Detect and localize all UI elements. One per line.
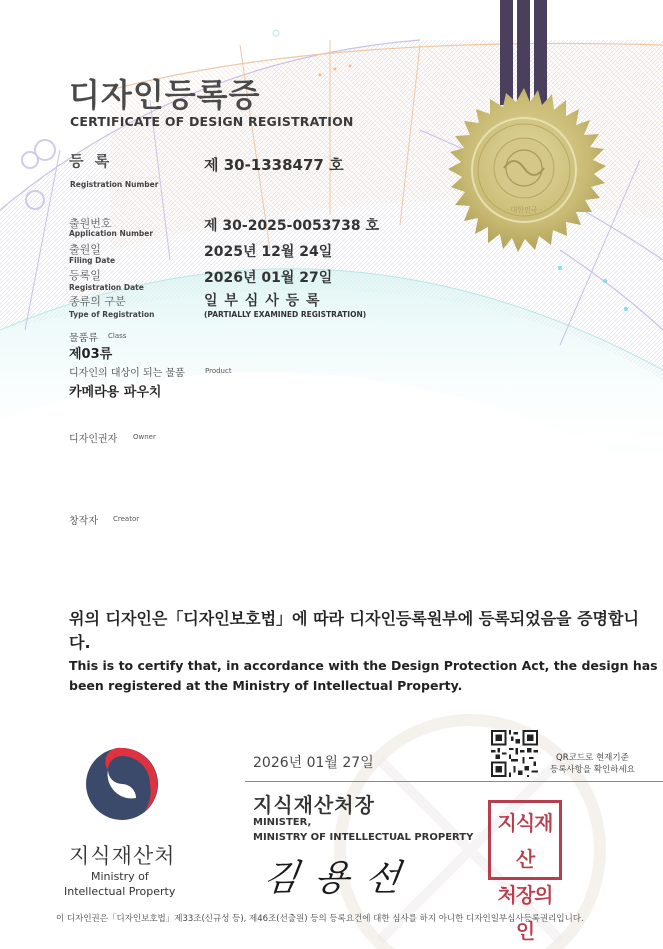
owner-label-en: Owner [133,433,156,441]
ministry-name-en-line2: Intellectual Property [64,885,176,898]
product-label-en: Product [205,367,232,375]
document-title-en: CERTIFICATE OF DESIGN REGISTRATION [70,114,354,129]
application-number-label-en: Application Number [69,229,154,238]
product-label-ko: 디자인의 대상이 되는 물품 [69,368,185,379]
document-title-ko: 디자인등록증 [69,76,261,114]
gold-seal-icon [442,88,606,252]
owner-label-ko: 디자인권자 [69,434,118,445]
qr-code-icon[interactable] [491,730,538,777]
stamp-line1: 지식재산 [497,811,553,871]
creator-label-en: Creator [113,515,140,523]
product-value: 카메라용 파우치 [69,385,162,400]
minister-title-en-line2: MINISTRY OF INTELLECTUAL PROPERTY [253,832,474,843]
registration-date-label-ko: 등록일 [69,269,101,282]
registration-type-value-en: (PARTIALLY EXAMINED REGISTRATION) [204,310,367,319]
ministry-name-en-line1: Ministry of [91,870,149,883]
class-label-ko: 물품류 [69,333,98,344]
registration-number-label-ko: 등 록 [69,152,113,170]
minister-title-en-line1: MINISTER, [253,817,312,828]
class-label-en: Class [108,332,127,340]
qr-note-line1: QR코드로 현재기준 [556,753,629,763]
registration-date-value: 2026년 01월 27일 [204,270,333,286]
class-value: 제03류 [69,347,113,362]
filing-date-value: 2025년 12월 24일 [204,244,333,260]
creator-label-ko: 창작자 [69,516,98,527]
signature-divider [245,781,663,782]
registration-type-value: 일 부 심 사 등 록 [204,293,321,309]
minister-signature: 김용선 [260,858,419,899]
minister-title-ko: 지식재산처장 [253,793,375,817]
registration-number-label-en: Registration Number [70,180,159,189]
registration-type-label-en: Type of Registration [69,310,155,319]
qr-note-line2: 등록사항을 확인하세요 [550,765,635,775]
official-stamp [488,800,562,943]
footer-legal-note: 이 디자인권은「디자인보호법」제33조(신규성 등), 제46조(선출원) 등의 등록요건에 대한 심사를 하지 아니한 디자인일부심사등록권리입니다. [56,914,584,924]
stamp-line2: 처장의인 [497,883,553,943]
registration-type-label-ko: 종류의 구분 [69,295,126,308]
filing-date-label-en: Filing Date [69,256,116,265]
svg-text:· 대한민국 ·: · 대한민국 · [506,206,542,214]
registration-date-label-en: Registration Date [69,283,144,292]
issue-date: 2026년 01월 27일 [253,755,374,771]
filing-date-label-ko: 출원일 [69,243,101,256]
qr-code-note [550,752,635,776]
registration-number-value: 제 30-1338477 호 [204,156,344,174]
certification-statement-en: This is to certify that, in accordance with the Design Protection Act, the design has been registered at the Ministry of Intellectual Property. [69,658,658,693]
application-number-label-ko: 출원번호 [69,217,112,230]
ministry-name-ko: 지식재산처 [69,844,176,868]
certification-statement-ko: 위의 디자인은「디자인보호법」에 따라 디자인등록원부에 등록되었음을 증명합니다. [69,609,639,652]
application-number-value: 제 30-2025-0053738 호 [204,218,380,234]
ministry-taegeuk-logo-icon [84,746,160,822]
